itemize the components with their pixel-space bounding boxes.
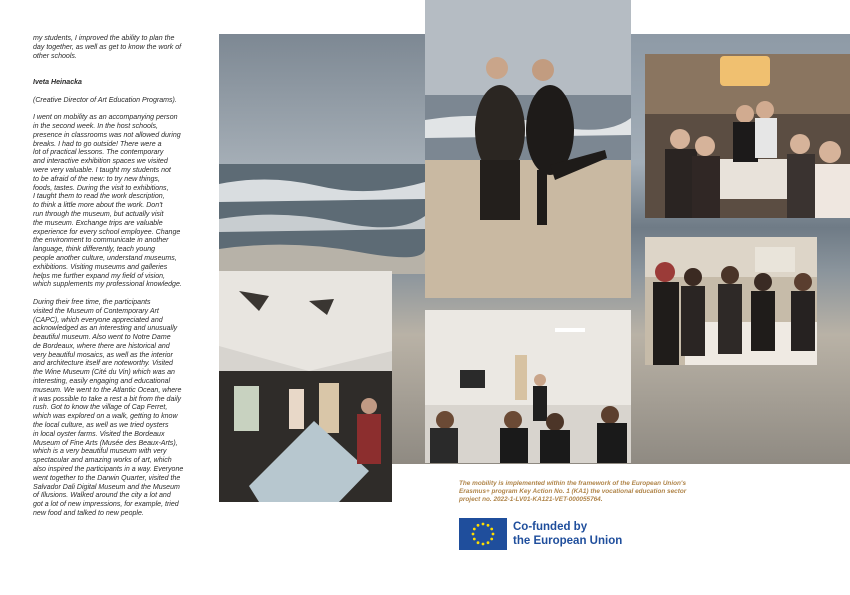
museum-interior-photo bbox=[219, 271, 392, 502]
free-time-paragraph: During their free time, the participants visited the Museum of Contemporary Art (CAPC), which everyone appreciated and acknowledged as an interesting and unusually beautiful museum. Also went to Notre Dame de Bordeaux, where there are historical and very beautiful mosaics, as well as the interior and architecture itself are noteworthy. Visited the Wine Museum (Cité du Vin) which was an interesting, easily engaging and educational museum. We went to the Atlantic Ocean, where it was possible to take a rest a bit from the daily rush. Got to know the village of Cap Ferret, which was explored on a walk, getting to know the local culture, as well as we tried oysters in local oyster farms. Visited the Bordeaux Museum of Fine Arts (Musée des Beaux-Arts), which is a very beautiful museum with very spectacular and amazing works of art, which also inspired the participants in a way. Everyone went together to the Darwin Quarter, visited the Salvador Dali Digital Museum and the Museum of Illusions. Walked around the city a lot and got a lot of new impressions, for example, tried new food and talked to new people. bbox=[33, 298, 184, 518]
eu-flag-icon bbox=[459, 518, 507, 550]
author-name: Iveta Heinacka bbox=[33, 78, 82, 86]
erasmus-footnote: The mobility is implemented within the framework of the European Union's Erasmus+ program Key Action No. 1 (KA1) the vocational education sector project no. 2022-1-LV01-KA121-VET-000055764. bbox=[459, 480, 687, 503]
beach-pose-photo bbox=[425, 0, 631, 298]
ocean-waves-photo bbox=[219, 34, 425, 274]
article-text bbox=[33, 35, 213, 528]
testimony-paragraph: I went on mobility as an accompanying person in the second week. In the host schools, presence in classrooms was not allowed during breaks. I had to go outside! There were a lot of practical lessons. The contemporary and interactive exhibition spaces we visited were very valuable. I taught my students not to be afraid of the new: to try new things, foods, tastes. During the visit to exhibitions, I taught them to read the work description, to think a little more about the work. Don't run through the museum, but actually visit the museum. Exchange trips are valuable experience for every school employee. Change the environment to communicate in another language, think differently, teach young people another culture, understand museums, exhibitions. Visiting museums and galleries helps me further expand my field of vision, which supplements my professional knowledge. bbox=[33, 114, 182, 289]
restaurant-group-photo bbox=[645, 54, 850, 218]
intro-paragraph: my students, I improved the ability to plan the day together, as well as get to know the work of other schools. bbox=[33, 35, 182, 60]
author-role: (Creative Director of Art Education Programs). bbox=[33, 96, 177, 104]
classroom-photo bbox=[425, 310, 631, 463]
workshop-photo bbox=[645, 237, 817, 365]
eu-cofunded-label: Co-funded by the European Union bbox=[513, 521, 623, 547]
